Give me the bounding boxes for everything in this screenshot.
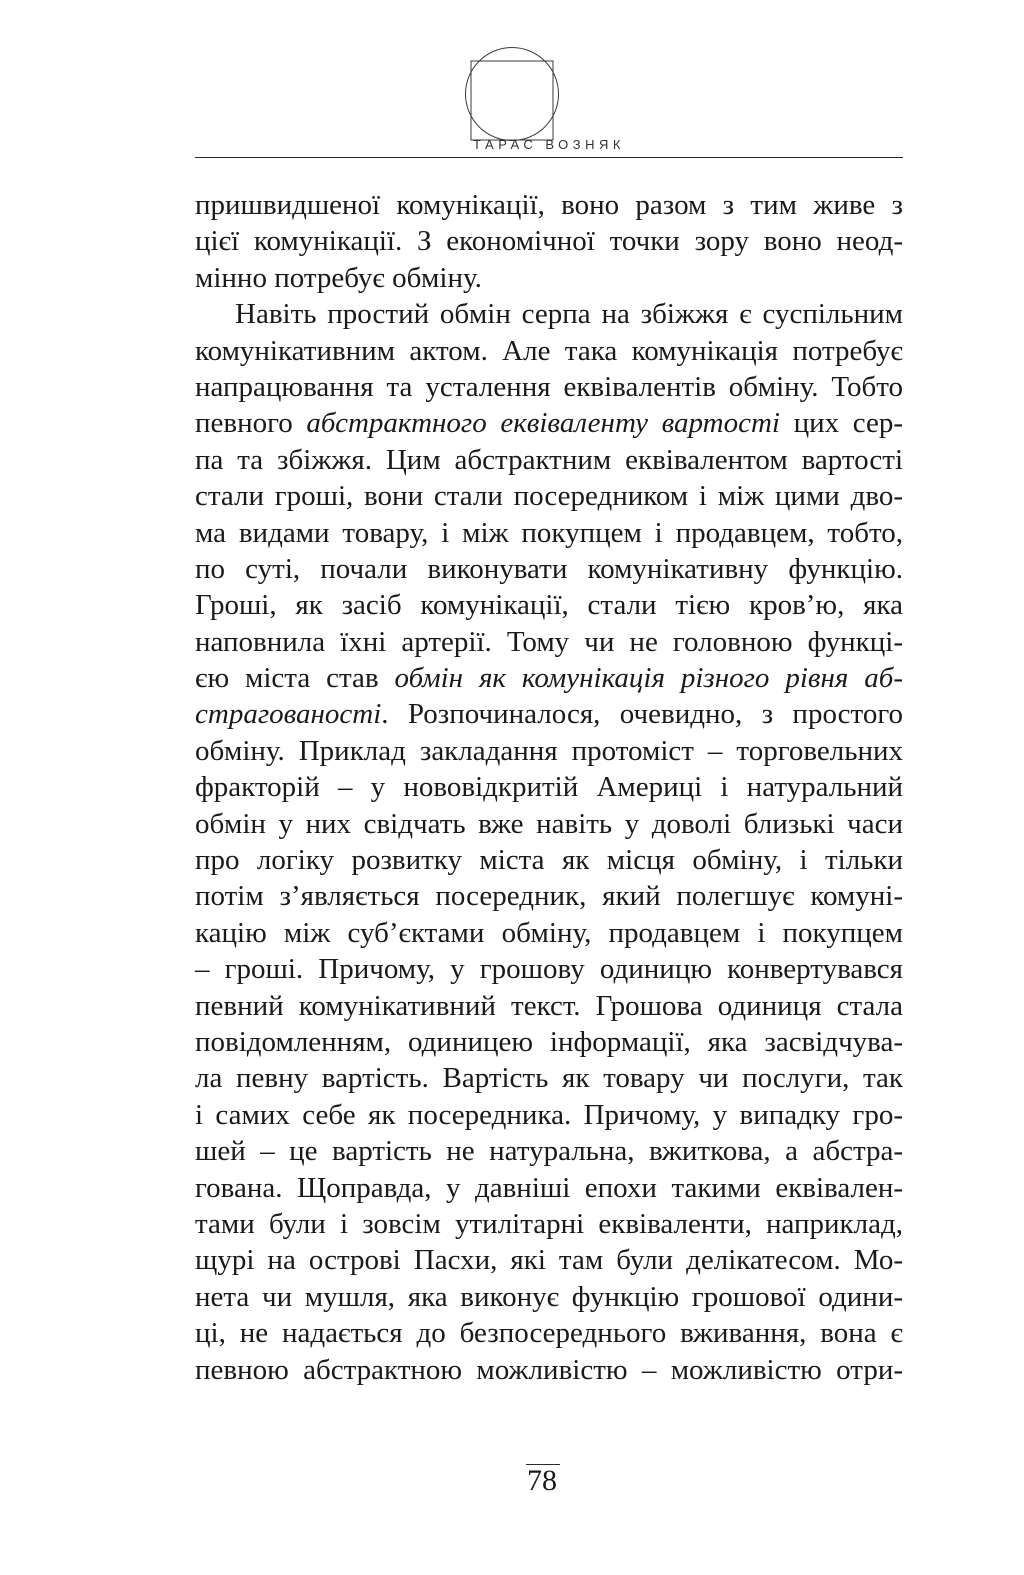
text-run: єю міста став — [195, 662, 395, 695]
text-line — [195, 223, 903, 259]
text-run: обмін у них свідчать вже навіть у доволі близькі часи — [195, 807, 903, 840]
text-run: нета чи мушля, яка виконує функцію грошової одини- — [195, 1280, 903, 1313]
text-line — [195, 551, 903, 587]
text-line — [195, 296, 903, 332]
text-line — [195, 696, 903, 732]
text-run: ма видами товару, і між покупцем і продавцем, тобто, — [195, 516, 903, 549]
italic-text-run: абстрактного еквіваленту вартості — [306, 407, 780, 440]
text-line — [195, 1133, 903, 1169]
italic-text-run: страгованості — [195, 698, 382, 731]
text-run: про логіку розвитку міста як місця обміну, і тільки — [195, 844, 903, 877]
text-line — [195, 915, 903, 951]
text-line — [195, 806, 903, 842]
text-line — [195, 769, 903, 805]
page-number: 78 — [527, 1464, 557, 1497]
text-run: обміну. Приклад закладання протоміст – торговельних — [195, 734, 903, 767]
text-run: напрацювання та усталення еквівалентів обміну. Тобто — [195, 370, 903, 403]
text-line — [195, 842, 903, 878]
circle-square-emblem-icon — [464, 46, 560, 142]
text-run: цих сер- — [779, 407, 904, 440]
text-run: ці, не надається до безпосереднього вживання, вона є — [195, 1317, 903, 1350]
text-line — [195, 587, 903, 623]
text-run: наповнила їхні артерії. Тому чи не головною функці- — [195, 625, 903, 658]
text-run: певного — [195, 407, 307, 440]
text-line — [195, 333, 903, 369]
text-run: – гроші. Причому, у грошову одиницю конвертувався — [195, 953, 903, 986]
text-line — [195, 988, 903, 1024]
text-run: мінно потребує обміну. — [195, 261, 482, 294]
text-run: стали гроші, вони стали посередником і між цими дво- — [195, 480, 903, 513]
text-run: комунікативним актом. Але така комунікація потребує — [195, 334, 903, 367]
text-run: цієї комунікації. З економічної точки зору воно неод- — [195, 225, 903, 258]
text-line — [195, 478, 903, 514]
text-run: тами були і зовсім утилітарні еквіваленти, наприклад, — [195, 1207, 903, 1240]
text-run: кацію між суб’єктами обміну, продавцем і покупцем — [195, 916, 903, 949]
text-line — [195, 369, 903, 405]
text-line — [195, 624, 903, 660]
text-run: гована. Щоправда, у давніші епохи такими еквівален- — [195, 1171, 903, 1204]
text-run: повідомленням, одиницею інформації, яка засвідчува- — [195, 1025, 903, 1058]
text-line — [195, 1097, 903, 1133]
text-line — [195, 442, 903, 478]
text-run: щурі на острові Пасхи, які там були делікатесом. Мо- — [195, 1244, 903, 1277]
italic-text-run: обмін як комунікація різного рівня аб- — [394, 662, 903, 695]
text-line — [195, 1279, 903, 1315]
running-head: ТАРАС ВОЗНЯК — [473, 137, 625, 152]
text-line — [195, 260, 903, 296]
text-run: фракторій – у нововідкритій Америці і натуральний — [195, 771, 903, 804]
text-run: певний комунікативний текст. Грошова одиниця стала — [195, 989, 903, 1022]
text-run: потім з’являється посередник, який полегшує комуні- — [195, 880, 903, 913]
body-text — [195, 187, 903, 1388]
text-run: ла певну вартість. Вартість як товару чи послуги, так — [195, 1062, 903, 1095]
text-line — [195, 1352, 903, 1388]
text-run: Навіть простий обмін серпа на збіжжя є суспільним — [235, 298, 903, 331]
text-line — [195, 733, 903, 769]
text-line — [195, 660, 903, 696]
text-run: Гроші, як засіб комунікації, стали тією кров’ю, яка — [195, 589, 903, 622]
text-run: певною абстрактною можливістю – можливістю отри- — [195, 1353, 903, 1386]
text-line — [195, 515, 903, 551]
text-run: . Розпочиналося, очевидно, з простого — [381, 698, 903, 731]
text-line — [195, 1024, 903, 1060]
text-run: шей – це вартість не натуральна, вжиткова, а абстра- — [195, 1135, 903, 1168]
text-line — [195, 1315, 903, 1351]
text-line — [195, 951, 903, 987]
text-line — [195, 1206, 903, 1242]
text-line — [195, 405, 903, 441]
text-line — [195, 878, 903, 914]
text-line — [195, 1060, 903, 1096]
text-line — [195, 187, 903, 223]
text-run: пришвидшеної комунікації, воно разом з тим живе з — [195, 189, 903, 221]
text-run: по суті, почали виконувати комунікативну функцію. — [195, 552, 903, 585]
text-line — [195, 1242, 903, 1278]
text-run: і самих себе як посередника. Причому, у випадку гро- — [195, 1098, 903, 1131]
text-line — [195, 1170, 903, 1206]
text-run: па та збіжжя. Цим абстрактним еквівалентом вартості — [195, 443, 903, 476]
header-rule — [195, 157, 903, 158]
